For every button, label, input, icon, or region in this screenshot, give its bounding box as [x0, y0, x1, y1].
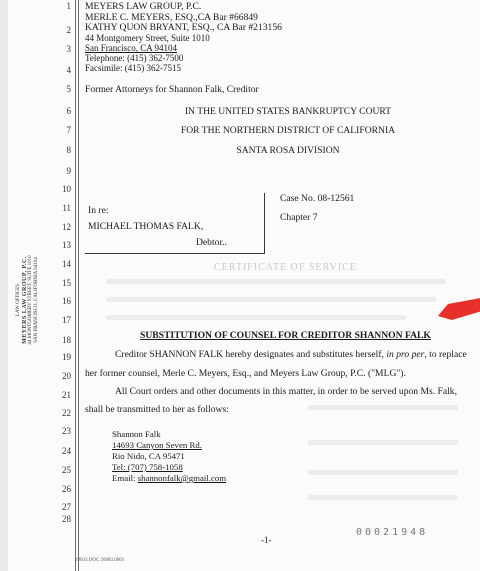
line-number: 10 [62, 184, 71, 194]
line-number: 24 [62, 446, 71, 456]
line-number: 18 [62, 335, 71, 345]
header-role: Former Attorneys for Shannon Falk, Creditor [85, 84, 259, 95]
p1-in-pro-per: in pro per [386, 349, 425, 360]
line-number: 3 [66, 44, 71, 54]
red-arrow-icon [438, 296, 480, 322]
margin-rule-left [75, 0, 76, 571]
bleed-through-line [106, 297, 436, 302]
side-address1: 44 MONTGOMERY STREET, SUITE 1010 [28, 255, 33, 345]
line-number: 11 [62, 203, 71, 213]
court-line3: SANTA ROSA DIVISION [236, 145, 340, 156]
line-number: 28 [62, 514, 71, 524]
line-number: 6 [66, 106, 71, 116]
line-number: 22 [62, 408, 71, 418]
address-tel: Tel: (707) 758-1058 [112, 462, 183, 472]
line-number: 16 [62, 296, 71, 306]
paragraph-2-line2: shall be transmitted to her as follows: [85, 404, 229, 415]
header-city: San Francisco, CA 94104 [85, 43, 177, 53]
p1-text-end: , to replace [424, 349, 467, 360]
email-link[interactable]: shannonfalk@gmail.com [137, 473, 227, 483]
line-number: 9 [66, 166, 71, 176]
header-telephone: Telephone: (415) 362-7500 [85, 53, 184, 63]
header-attorney2: KATHY QUON BRYANT, ESQ., CA Bar #213156 [85, 22, 282, 33]
line-number: 17 [62, 315, 71, 325]
margin-rule-right [78, 0, 79, 571]
paragraph-2-line1: All Court orders and other documents in this matter, in order to be served upon Ms. Falk, [115, 386, 457, 397]
line-number: 27 [62, 502, 71, 512]
line-number: 8 [66, 145, 71, 155]
line-number: 25 [62, 465, 71, 475]
header-attorney1: MERLE C. MEYERS, ESQ.,CA Bar #66849 [85, 12, 258, 23]
line-number: 21 [62, 390, 71, 400]
caption-chapter: Chapter 7 [280, 212, 318, 223]
side-label: LAW OFFICES [16, 283, 21, 317]
header-firm: MEYERS LAW GROUP, P.C. [85, 1, 202, 12]
line-number: 2 [66, 25, 71, 35]
bleed-through-line [106, 279, 446, 284]
line-number: 20 [62, 371, 71, 381]
side-address2: SAN FRANCISCO, CALIFORNIA 94104 [34, 257, 39, 343]
line-number: 7 [66, 125, 71, 135]
line-number: 23 [62, 426, 71, 436]
bleed-through-line [308, 495, 458, 500]
court-line1: IN THE UNITED STATES BANKRUPTCY COURT [184, 106, 392, 117]
header-street: 44 Montgomery Street, Suite 1010 [85, 33, 210, 43]
line-number: 1 [66, 1, 71, 11]
court-line2: FOR THE NORTHERN DISTRICT OF CALIFORNIA [180, 125, 396, 136]
side-firm-name: MEYERS LAW GROUP, P.C. [22, 256, 28, 344]
line-number: 19 [62, 352, 71, 362]
bates-number: 00021948 [356, 527, 429, 538]
header-facsimile: Facsimile: (415) 362-7515 [85, 63, 181, 73]
line-number: 5 [66, 84, 71, 94]
paragraph-1-line1 [115, 349, 467, 360]
line-number: 13 [62, 240, 71, 250]
bleed-through-title: CERTIFICATE OF SERVICE [214, 262, 357, 273]
email-label: Email: [112, 473, 138, 483]
line-number: 14 [62, 259, 71, 269]
caption-debtor-name: MICHAEL THOMAS FALK, [88, 221, 204, 232]
line-number: 12 [62, 222, 71, 232]
address-street: 14693 Canyon Seven Rd. [112, 440, 202, 450]
document-page [8, 0, 480, 571]
caption-debtor-label: Debtor.. [196, 237, 227, 248]
bleed-through-line [308, 405, 458, 410]
address-name: Shannon Falk [112, 429, 161, 439]
line-number: 15 [62, 278, 71, 288]
footer-doc-id: 29033 DOC 20083.0001 [75, 558, 125, 563]
bleed-through-line [308, 470, 458, 475]
address-city: Rio Nido, CA 95471 [112, 451, 185, 461]
p1-text: Creditor SHANNON FALK hereby designates and substitutes herself, [115, 349, 387, 360]
document-title: SUBSTITUTION OF COUNSEL FOR CREDITOR SHANNON FALK [140, 330, 431, 341]
side-firm-caption [16, 210, 40, 390]
caption-case-no: Case No. 08-12561 [280, 193, 355, 204]
bleed-through-line [106, 315, 406, 320]
bleed-through-line [308, 440, 458, 445]
line-number: 4 [66, 65, 71, 75]
caption-in-re: In re: [88, 205, 109, 216]
page-number: -1- [261, 535, 272, 545]
paragraph-1-line2: her former counsel, Merle C. Meyers, Esq., and Meyers Law Group, P.C. ("MLG"). [85, 368, 406, 379]
address-email-row [112, 473, 226, 484]
line-number: 26 [62, 484, 71, 494]
